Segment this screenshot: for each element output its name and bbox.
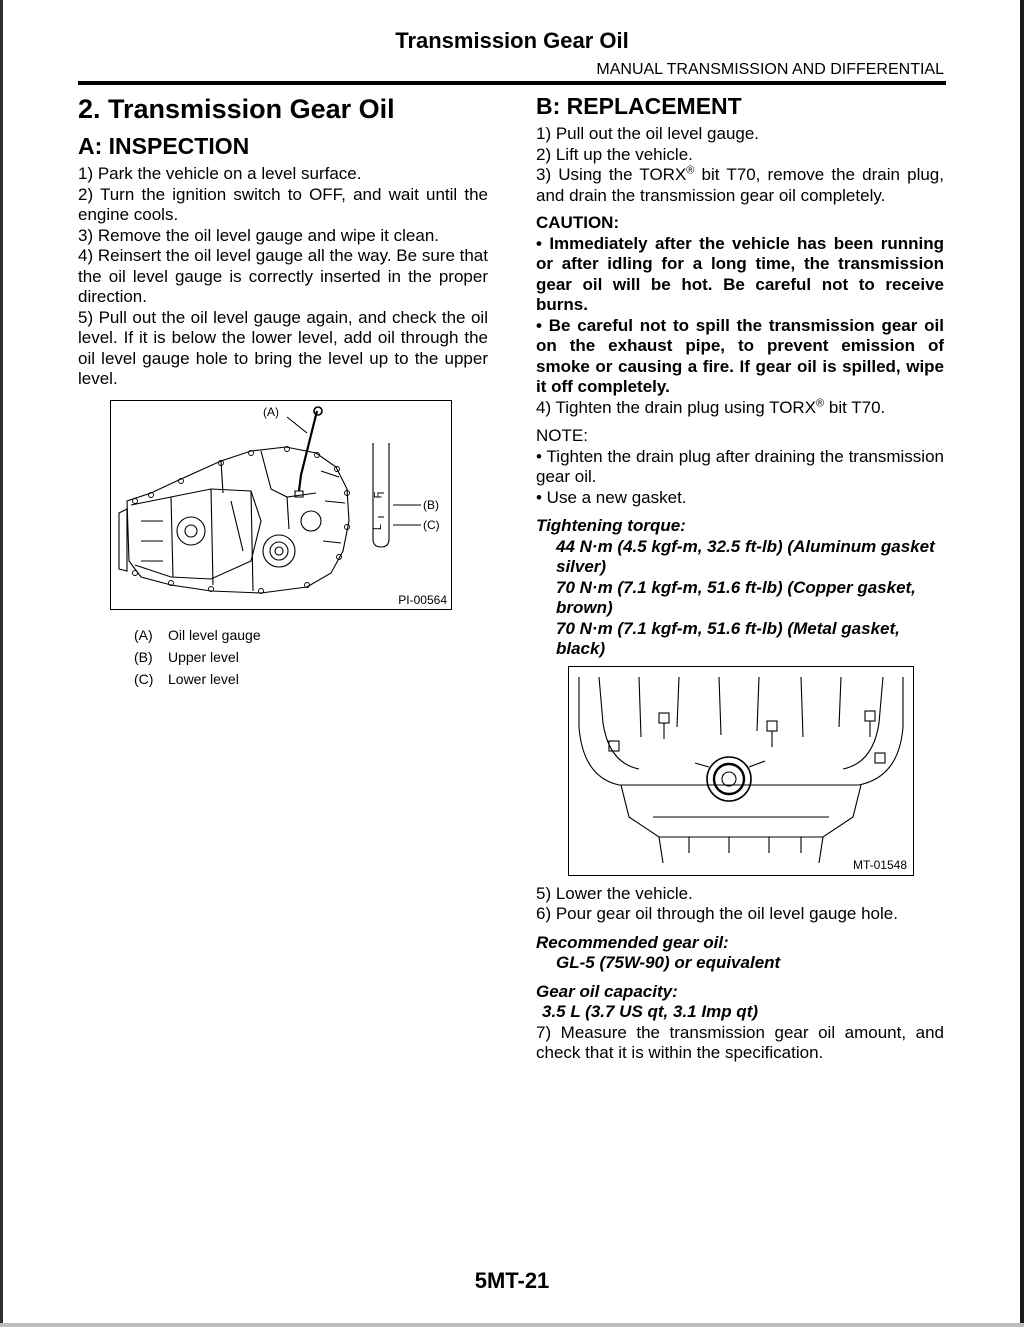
inspection-step: 4) Reinsert the oil level gauge all the way. Be sure that the oil level gauge is correctly inserted in the proper direction. xyxy=(78,246,488,306)
gauge-mark-f: F xyxy=(372,491,385,498)
legend-key: (C) xyxy=(134,670,154,687)
callout-c: (C) xyxy=(423,517,440,532)
drain-plug-figure xyxy=(568,666,914,876)
inspection-step: 3) Remove the oil level gauge and wipe it clean. xyxy=(78,225,439,245)
note-heading: NOTE: xyxy=(536,426,588,445)
torque-heading: Tightening torque: xyxy=(536,516,686,535)
legend-text: Upper level xyxy=(168,648,239,665)
torque-spec: 44 N·m (4.5 kgf-m, 32.5 ft-lb) (Aluminum gasket silver) xyxy=(556,536,935,576)
caution-item: • Immediately after the vehicle has been running or after idling for a long time, the transmission gear oil will be hot. Be careful not to receive burns. xyxy=(536,233,944,314)
caution-item: • Be careful not to spill the transmission gear oil on the exhaust pipe, to prevent emission of smoke or causing a fire. If gear oil is spilled, wipe it off completely. xyxy=(536,315,944,396)
replacement-step: 5) Lower the vehicle. xyxy=(536,883,693,903)
transmission-drawing xyxy=(111,401,451,609)
registered-mark: ® xyxy=(686,164,695,177)
inspection-step: 1) Park the vehicle on a level surface. xyxy=(78,164,362,183)
inspection-step: 2) Turn the ignition switch to OFF, and wait until the engine cools. xyxy=(78,184,488,224)
replacement-step: 7) Measure the transmission gear oil amount, and check that it is within the specification. xyxy=(536,1022,944,1062)
step3-text: 3) Using the TORX xyxy=(536,165,687,184)
figure-code: PI-00564 xyxy=(398,592,447,607)
oil-level-gauge-figure xyxy=(110,400,452,610)
torque-spec: 70 N·m (7.1 kgf-m, 51.6 ft-lb) (Copper gasket, brown) xyxy=(556,577,916,617)
note-item: • Tighten the drain plug after draining the transmission gear oil. xyxy=(536,446,944,486)
drain-plug-drawing xyxy=(569,667,913,875)
caution-heading: CAUTION: xyxy=(536,213,620,232)
callout-b: (B) xyxy=(423,497,439,512)
legend-key: (A) xyxy=(134,626,153,643)
note-item: • Use a new gasket. xyxy=(536,487,687,507)
section-title: 2. Transmission Gear Oil xyxy=(78,94,395,124)
inspection-steps xyxy=(78,164,488,390)
page-title: Transmission Gear Oil xyxy=(395,28,629,53)
registered-mark: ® xyxy=(816,396,825,409)
replacement-heading: B: REPLACEMENT xyxy=(536,93,742,119)
capacity-spec: 3.5 L (3.7 US qt, 3.1 Imp qt) xyxy=(542,1002,759,1021)
legend-text: Oil level gauge xyxy=(168,626,261,643)
oil-spec: GL-5 (75W-90) or equivalent xyxy=(556,953,781,972)
step3-text-rest: bit T70, remove the drain plug, and drain the transmission gear oil completely. xyxy=(536,165,944,205)
legend-item xyxy=(134,646,488,668)
figure-legend xyxy=(134,624,488,690)
torque-spec: 70 N·m (7.1 kgf-m, 51.6 ft-lb) (Metal gasket, black) xyxy=(556,618,900,658)
legend-item xyxy=(134,668,488,690)
step4-text: 4) Tighten the drain plug using TORX xyxy=(536,397,817,417)
chapter-title: MANUAL TRANSMISSION AND DIFFERENTIAL xyxy=(596,61,944,78)
inspection-heading: A: INSPECTION xyxy=(78,133,250,159)
page-frame-right xyxy=(1020,0,1024,1327)
left-column xyxy=(78,92,488,690)
page-frame-bottom xyxy=(0,1323,1024,1327)
legend-key: (B) xyxy=(134,648,153,665)
page-frame-left xyxy=(0,0,3,1327)
legend-text: Lower level xyxy=(168,670,239,687)
step4-text-rest: bit T70. xyxy=(824,397,886,417)
replacement-step xyxy=(536,398,944,419)
replacement-step: 6) Pour gear oil through the oil level gauge hole. xyxy=(536,904,898,923)
gauge-mark-l: L xyxy=(372,523,385,530)
inspection-step: 5) Pull out the oil level gauge again, and check the oil level. If it is below the lower level, add oil through the oil level gauge hole to bring the level up to the upper level. xyxy=(78,307,488,388)
legend-item xyxy=(134,624,488,646)
callout-a: (A) xyxy=(263,404,279,419)
replacement-step xyxy=(536,165,944,206)
capacity-heading: Gear oil capacity: xyxy=(536,981,678,1001)
replacement-step: 2) Lift up the vehicle. xyxy=(536,144,693,164)
right-column xyxy=(536,92,944,1064)
replacement-step: 1) Pull out the oil level gauge. xyxy=(536,124,760,143)
header-rule xyxy=(78,81,946,85)
oil-heading: Recommended gear oil: xyxy=(536,932,729,952)
page-number: 5MT-21 xyxy=(474,1268,550,1293)
figure-code: MT-01548 xyxy=(852,857,907,872)
